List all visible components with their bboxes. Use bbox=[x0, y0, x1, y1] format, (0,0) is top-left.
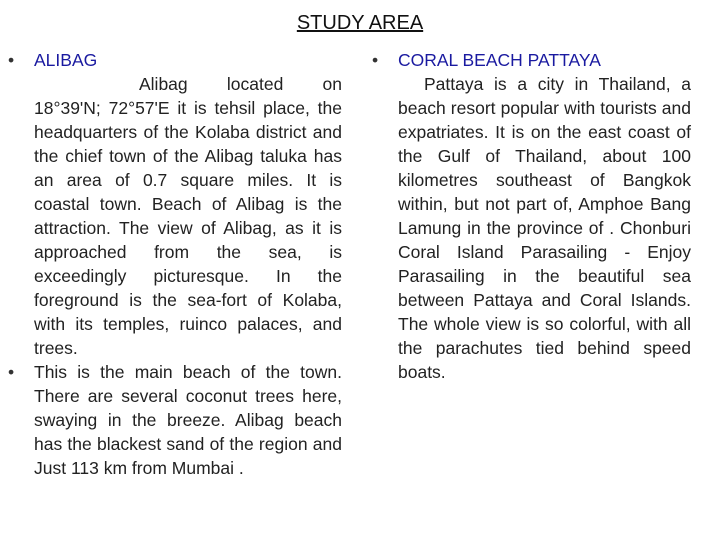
pattaya-heading: CORAL BEACH PATTAYA bbox=[398, 50, 601, 70]
alibag-section bbox=[8, 48, 342, 360]
bullet-marker: • bbox=[8, 362, 15, 382]
pattaya-description: Pattaya is a city in Thailand, a beach resort popular with tourists and expatriates. It is on the east coast of the Gulf of Thailand, about 100 kilometres southeast of Bangkok within, but not part of, Amphoe Bang Lamung in the province of . Chonburi Coral Island Parasailing - Enjoy Parasailing in the beautiful sea between Pattaya and Coral Islands. The whole view is so colorful, with all the parachutes tied behind speed boats. bbox=[398, 74, 691, 382]
bullet-marker: • bbox=[8, 50, 15, 70]
alibag-beach-section bbox=[8, 360, 342, 480]
pattaya-section bbox=[372, 48, 691, 384]
alibag-heading: ALIBAG bbox=[34, 50, 98, 70]
bullet-marker: • bbox=[372, 50, 379, 70]
alibag-beach-description: This is the main beach of the town. There are several coconut trees here, swaying in the breeze. Alibag beach has the blackest sand of the region and Just 113 km from Mumbai . bbox=[34, 362, 342, 478]
alibag-column bbox=[8, 48, 342, 480]
page-title: STUDY AREA bbox=[296, 12, 424, 34]
pattaya-column bbox=[372, 48, 691, 384]
alibag-description: Alibag located on 18°39'N; 72°57'E it is tehsil place, the headquarters of the Kolaba district and the chief town of the Alibag taluka has an area of 0.7 square miles. It is coastal town. Beach of Alibag is the attraction. The view of Alibag, as it is approached from the sea, is exceedingly picturesque. In the foreground is the sea-fort of Kolaba, with its temples, ruinco palaces, and trees. bbox=[34, 74, 342, 358]
